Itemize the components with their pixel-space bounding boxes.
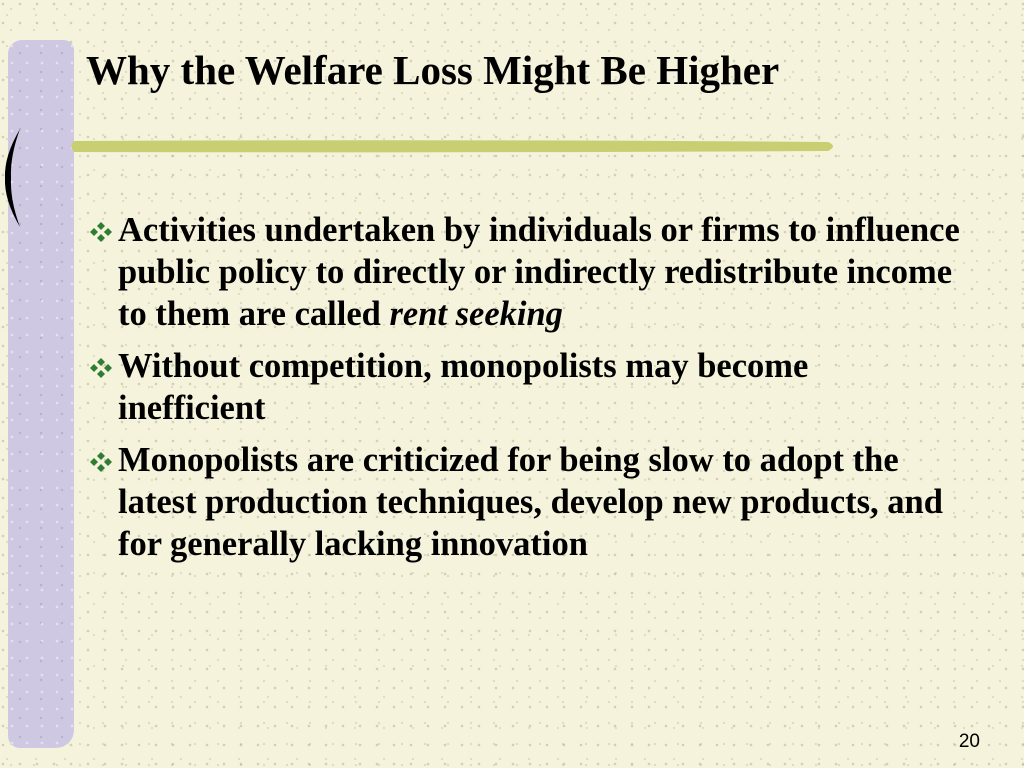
page-number: 20 xyxy=(958,731,980,752)
left-bracket-icon xyxy=(0,126,26,230)
bullet-item xyxy=(80,209,960,335)
four-diamond-bullet-icon xyxy=(86,221,116,243)
bullet-text: Monopolists are criticized for being slow to adopt the latest production techniques, develop new products, and for generally lacking innovation xyxy=(118,441,943,563)
bullet-list xyxy=(80,209,960,575)
bullet-item xyxy=(80,439,960,565)
bullet-text: Without competition, monopolists may become inefficient xyxy=(118,347,809,427)
title-underline xyxy=(70,139,840,154)
slide-title: Why the Welfare Loss Might Be Higher xyxy=(86,47,780,93)
bullet-emphasis: rent seeking xyxy=(389,295,563,333)
four-diamond-bullet-icon xyxy=(86,357,116,379)
four-diamond-bullet-icon xyxy=(86,451,116,473)
bullet-text: Activities undertaken by individuals or firms to influence public policy to directly or indirectly redistribute income to them are called xyxy=(118,211,960,333)
bullet-item xyxy=(80,345,960,429)
